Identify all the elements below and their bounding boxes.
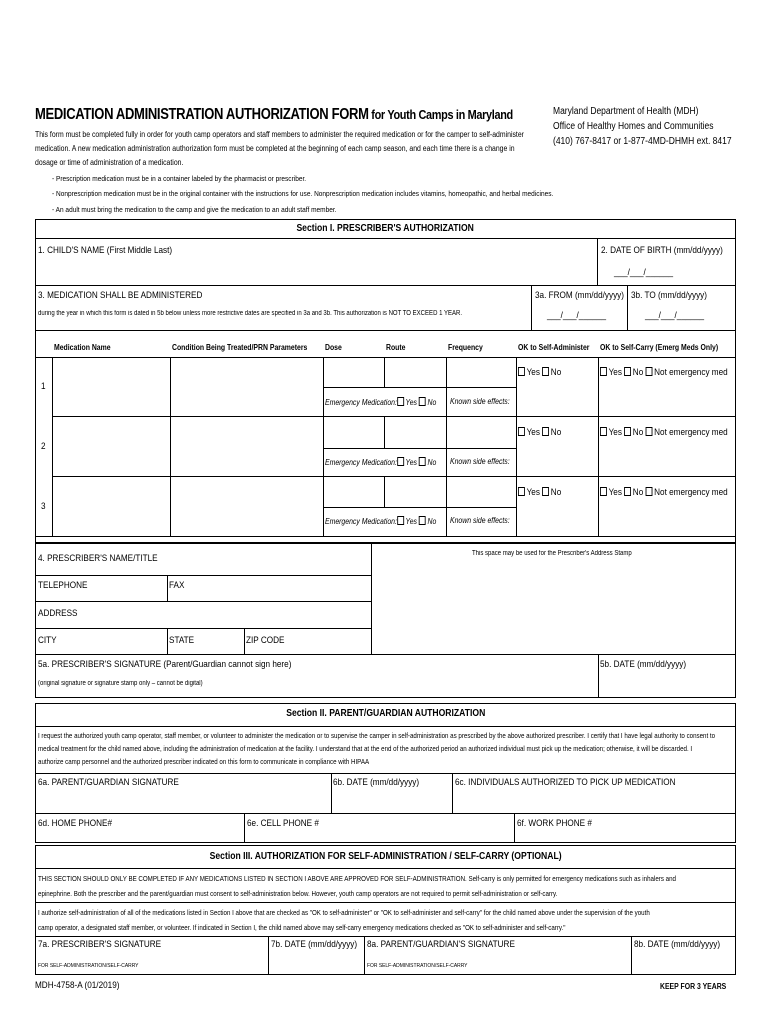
- bullet-1: - Prescription medication must be in a container labeled by the pharmacist or prescriber.: [52, 174, 307, 183]
- to-label: 3b. TO (mm/dd/yyyy): [631, 290, 707, 301]
- section3-text-1: [38, 871, 676, 901]
- row3-self-carry-options: [600, 487, 728, 498]
- from-field[interactable]: ___/___/______: [547, 310, 607, 321]
- zip-label: ZIP CODE: [246, 635, 285, 646]
- keep-notice: KEEP FOR 3 YEARS: [660, 982, 727, 991]
- row2-emergency-no-checkbox[interactable]: [419, 457, 426, 466]
- title-subtitle: for Youth Camps in Maryland: [368, 107, 513, 122]
- date-7b-label: 7b. DATE (mm/dd/yyyy): [271, 939, 358, 950]
- agency-block: [553, 104, 732, 149]
- section2-box: [35, 703, 736, 843]
- no-label: No: [550, 487, 562, 498]
- prescriber-signature-7a-label: 7a. PRESCRIBER'S SIGNATURE: [38, 939, 162, 950]
- med-admin-label: 3. MEDICATION SHALL BE ADMINISTERED: [38, 290, 203, 301]
- city-label: CITY: [38, 635, 57, 646]
- row1-self-carry-options: [600, 367, 728, 378]
- row-number-1: 1: [41, 381, 46, 392]
- row1-not-emergency-checkbox[interactable]: [646, 367, 653, 376]
- row2-self-carry-yes-checkbox[interactable]: [600, 427, 607, 436]
- row3-self-admin-options: [518, 487, 561, 498]
- prescriber-stamp-area[interactable]: [372, 562, 732, 650]
- section3-text-2: [38, 905, 650, 935]
- no-label: No: [427, 458, 437, 467]
- bullet-2: - Nonprescription medication must be in the original container with the instructions for use. Nonprescription medication includes vitamins, homeopathic, and herbal medicines.: [52, 189, 554, 198]
- medication-table: [35, 357, 736, 536]
- emergency-medication-label: Emergency Medication:: [325, 517, 397, 526]
- row3-self-admin-yes-checkbox[interactable]: [518, 487, 525, 496]
- no-label: No: [550, 367, 562, 378]
- fax-label: FAX: [169, 580, 185, 591]
- agency-line-1: Maryland Department of Health (MDH): [553, 106, 699, 117]
- row1-self-admin-yes-checkbox[interactable]: [518, 367, 525, 376]
- col-dose: Dose: [325, 343, 342, 352]
- row2-self-admin-no-checkbox[interactable]: [542, 427, 549, 436]
- agency-line-2: Office of Healthy Homes and Communities: [553, 121, 714, 132]
- telephone-label: TELEPHONE: [38, 580, 88, 591]
- row-number-2: 2: [41, 441, 46, 452]
- no-label: No: [632, 367, 644, 378]
- state-label: STATE: [169, 635, 195, 646]
- row1-emergency-yes-checkbox[interactable]: [397, 397, 404, 406]
- intro-line-1: This form must be completed fully in order for youth camp operators and staff members to administer the required medication or for the camper to self-administer: [35, 130, 524, 139]
- row1-self-admin-no-checkbox[interactable]: [542, 367, 549, 376]
- row1-known-side-effects: Known side effects:: [450, 397, 510, 406]
- row3-known-side-effects: Known side effects:: [450, 516, 510, 525]
- col-self-carry: OK to Self-Carry (Emerg Meds Only): [600, 343, 719, 352]
- row3-self-admin-no-checkbox[interactable]: [542, 487, 549, 496]
- intro-text: [35, 128, 524, 170]
- row1-self-carry-no-checkbox[interactable]: [624, 367, 631, 376]
- row2-known-side-effects: Known side effects:: [450, 457, 510, 466]
- agency-line-3: (410) 767-8417 or 1-877-4MD-DHMH ext. 8417: [553, 136, 732, 147]
- parent-signature-label: 6a. PARENT/GUARDIAN SIGNATURE: [38, 777, 179, 788]
- row2-self-admin-yes-checkbox[interactable]: [518, 427, 525, 436]
- section2-text-line-2: medical treatment for the child named above, including the administration of medication at the facility. I understand that at the end of the authorized period an authorized individual must pick up the medication; otherwise, it will be discarded. I: [38, 744, 693, 753]
- col-frequency: Frequency: [448, 343, 483, 352]
- row3-not-emergency-checkbox[interactable]: [646, 487, 653, 496]
- yes-label: Yes: [526, 427, 540, 438]
- col-condition: Condition Being Treated/PRN Parameters: [172, 343, 308, 352]
- stamp-note: This space may be used for the Prescriber's Address Stamp: [472, 550, 632, 557]
- prescriber-name-label: 4. PRESCRIBER'S NAME/TITLE: [38, 553, 158, 564]
- intro-line-3: dosage or time of administration of a medication.: [35, 158, 184, 167]
- col-route: Route: [386, 343, 406, 352]
- address-label: ADDRESS: [38, 608, 78, 619]
- for-self-admin-note-7a: FOR SELF-ADMINISTRATION/SELF-CARRY: [38, 963, 139, 969]
- yes-label: Yes: [405, 398, 417, 407]
- not-emergency-label: Not emergency med: [654, 367, 728, 378]
- section3-text2-line-1: I authorize self-administration of all of the medications listed in Section I above that are checked as "OK to self-administer" or "OK to self-administer and self-carry" for the child named above under the supervision of the youth: [38, 908, 650, 917]
- col-self-administer: OK to Self-Administer: [518, 343, 590, 352]
- emergency-medication-label: Emergency Medication:: [325, 458, 397, 467]
- row2-emergency-medication: [325, 457, 436, 467]
- title-main-text: MEDICATION ADMINISTRATION AUTHORIZATION FORM: [35, 106, 369, 123]
- row2-self-carry-no-checkbox[interactable]: [624, 427, 631, 436]
- intro-line-2: medication. A new medication administration authorization form must be completed at the beginning of each camp season, and each time there is a change in: [35, 144, 515, 153]
- no-label: No: [427, 517, 437, 526]
- row3-emergency-no-checkbox[interactable]: [419, 516, 426, 525]
- for-self-admin-note-8a: FOR SELF-ADMINISTRATION/SELF-CARRY: [367, 963, 468, 969]
- row1-emergency-no-checkbox[interactable]: [419, 397, 426, 406]
- section2-text-line-1: I request the authorized youth camp operator, staff member, or volunteer to administer the medication or to supervise the camper in self-administration as prescribed by the above authorized prescriber. I certify that I have legal authority to consent to: [38, 731, 716, 740]
- section2-text-line-3: authorize camp personnel and the authorized prescriber indicated on this form to communicate in compliance with HIPAA: [38, 757, 370, 766]
- yes-label: Yes: [526, 367, 540, 378]
- no-label: No: [632, 487, 644, 498]
- home-phone-label: 6d. HOME PHONE#: [38, 818, 113, 829]
- section3-text2-line-2: camp operator, a designated staff member, or volunteer. If indicated in Section I, the child named above may self-carry emergency medications checked as "OK to self-administer and self-carry.": [38, 923, 566, 932]
- date-6b-label: 6b. DATE (mm/dd/yyyy): [333, 777, 420, 788]
- signature-note: (original signature or signature stamp only – cannot be digital): [38, 680, 203, 687]
- no-label: No: [632, 427, 644, 438]
- med-admin-note: during the year in which this form is dated in 5b below unless more restrictive dates are specified in 3a and 3b. This authorization is NOT TO EXCEED 1 YEAR.: [38, 310, 463, 317]
- row3-emergency-yes-checkbox[interactable]: [397, 516, 404, 525]
- bullet-3: - An adult must bring the medication to the camp and give the medication to an adult staff member.: [52, 205, 337, 214]
- yes-label: Yes: [608, 367, 622, 378]
- row3-self-carry-no-checkbox[interactable]: [624, 487, 631, 496]
- yes-label: Yes: [526, 487, 540, 498]
- yes-label: Yes: [608, 487, 622, 498]
- no-label: No: [427, 398, 437, 407]
- section2-text: [38, 729, 715, 768]
- date-8b-label: 8b. DATE (mm/dd/yyyy): [634, 939, 721, 950]
- form-id: MDH-4758-A (01/2019): [35, 980, 120, 991]
- section2-title: Section II. PARENT/GUARDIAN AUTHORIZATION: [285, 708, 486, 719]
- dob-label: 2. DATE OF BIRTH (mm/dd/yyyy): [601, 245, 723, 256]
- cell-phone-label: 6e. CELL PHONE #: [247, 818, 319, 829]
- form-title: [35, 106, 513, 124]
- work-phone-label: 6f. WORK PHONE #: [517, 818, 592, 829]
- prescriber-signature-label: 5a. PRESCRIBER'S SIGNATURE (Parent/Guardian cannot sign here): [38, 659, 292, 670]
- row3-self-carry-yes-checkbox[interactable]: [600, 487, 607, 496]
- section3-text1-line-1: THIS SECTION SHOULD ONLY BE COMPLETED IF ANY MEDICATIONS LISTED IN SECTION I ABOVE ARE APPROVED FOR SELF-ADMINISTRATION. Self-carry is only permitted for emergency medications such as inhalers and: [38, 874, 676, 883]
- yes-label: Yes: [405, 517, 417, 526]
- to-field[interactable]: ___/___/______: [645, 310, 705, 321]
- col-medication-name: Medication Name: [54, 343, 111, 352]
- not-emergency-label: Not emergency med: [654, 427, 728, 438]
- section1-title: Section I. PRESCRIBER'S AUTHORIZATION: [296, 223, 475, 234]
- date-5b-label: 5b. DATE (mm/dd/yyyy): [600, 659, 687, 670]
- row1-self-admin-options: [518, 367, 561, 378]
- row2-emergency-yes-checkbox[interactable]: [397, 457, 404, 466]
- yes-label: Yes: [405, 458, 417, 467]
- not-emergency-label: Not emergency med: [654, 487, 728, 498]
- emergency-medication-label: Emergency Medication:: [325, 398, 397, 407]
- row3-emergency-medication: [325, 516, 436, 526]
- row2-not-emergency-checkbox[interactable]: [646, 427, 653, 436]
- row2-self-admin-options: [518, 427, 561, 438]
- row2-self-carry-options: [600, 427, 728, 438]
- yes-label: Yes: [608, 427, 622, 438]
- from-label: 3a. FROM (mm/dd/yyyy): [535, 290, 624, 301]
- row-number-3: 3: [41, 501, 46, 512]
- row1-self-carry-yes-checkbox[interactable]: [600, 367, 607, 376]
- no-label: No: [550, 427, 562, 438]
- row1-emergency-medication: [325, 397, 436, 407]
- pickup-6c-label: 6c. INDIVIDUALS AUTHORIZED TO PICK UP MEDICATION: [455, 777, 676, 788]
- section3-title: Section III. AUTHORIZATION FOR SELF-ADMINISTRATION / SELF-CARRY (OPTIONAL): [209, 851, 562, 862]
- dob-field[interactable]: ___/___/______: [614, 267, 674, 278]
- parent-signature-8a-label: 8a. PARENT/GUARDIAN'S SIGNATURE: [367, 939, 515, 950]
- child-name-label: 1. CHILD'S NAME (First Middle Last): [38, 245, 173, 256]
- section3-text1-line-2: epinephrine. Both the prescriber and the parent/guardian must consent to self-administration below. However, youth camp operators are not required to permit self-administration or self-carry.: [38, 889, 558, 898]
- child-name-field[interactable]: [38, 258, 594, 282]
